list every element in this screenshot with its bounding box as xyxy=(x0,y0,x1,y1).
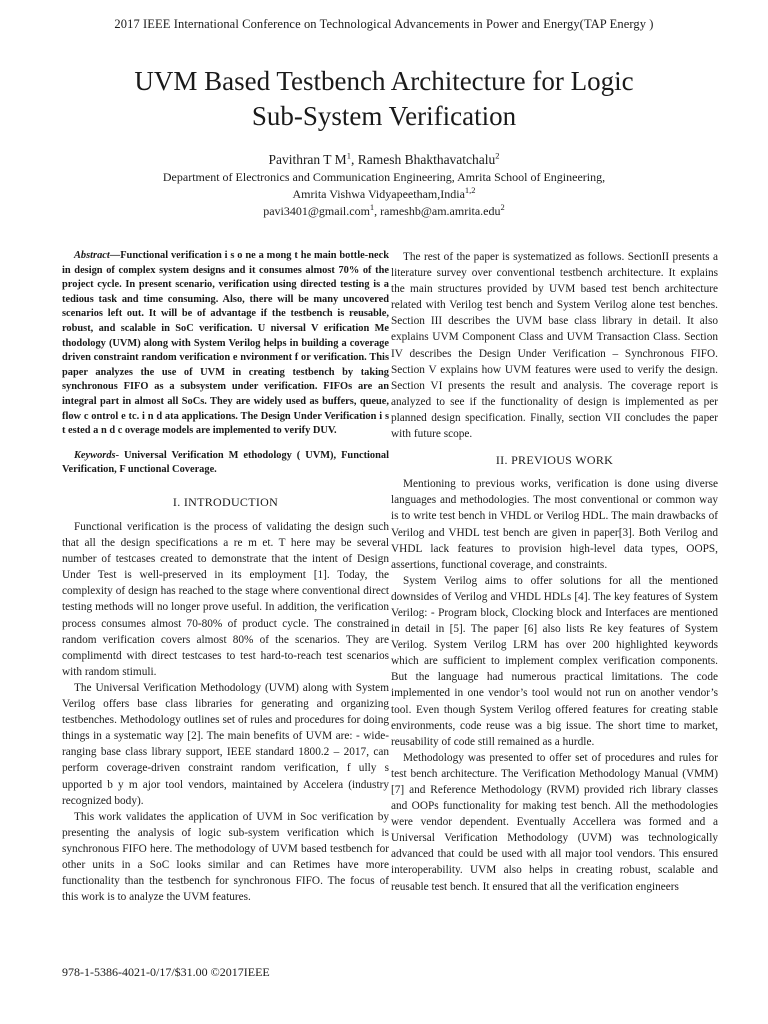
univ-sup: 1,2 xyxy=(464,185,476,195)
affiliation-univ xyxy=(0,186,768,203)
author-names: Pavithran T $M^1$, Ramesh Bhakthavatchalu$^2$ xyxy=(268,150,500,167)
intro-paragraph-3: This work validates the application of UVM in Soc verification by presenting the analysis of logic sub-system verification which is synchronous FIFO here. The methodology of UVM based testbench for other units in a SoC looks similar and can Retimes have more functionality than the testbench for synchronous FIFO. The focus of this work is to analyze the UVM features. xyxy=(62,810,389,904)
title-line-1: UVM Based Testbench Architecture for Logic xyxy=(134,66,634,96)
conference-header: 2017 IEEE International Conference on Technological Advancements in Power and Energy(TAP Energy ) xyxy=(114,17,654,31)
right-column xyxy=(391,249,718,895)
previous-work-paragraph-1: Mentioning to previous works, verification is done using diverse languages and methodologies. The most conventional or common way is to write test bench in VHDL or Verilog HDL. The main drawbacks of Verilog and VHDL test bench are given in paper[3]. Both Verilog and VHDL lack features to provision high-level data types, OOPS, assertions, functional coverage, and constraints. xyxy=(391,478,718,571)
email-1-sup: 1 xyxy=(369,202,375,212)
abstract xyxy=(62,249,389,439)
author-emails: pavi3401@gmail.com$^1$, rameshb@am.amrita.edu$^2$ xyxy=(263,202,505,218)
email-2[interactable]: rameshb@am.amrita.edu xyxy=(380,204,501,218)
previous-work-paragraph-2: System Verilog aims to offer solutions for all the mentioned downsides of Verilog and VHDL HDLs [4]. The key features of System Verilog: - Program block, Clocking block and Interfaces are mentioned in detail in [5]. The paper [6] also lists Re key features of System Verilog. System Verilog LRM has over 200 highlighted keywords which are sufficient to implement complex verification components. But the language had numerous practical limitations. The code implemented in one vendor’s tool would not run on another vendor’s tool. Even though System Verilog offered features for creating stable environments, code reuse was a big issue. The short time to market, reusability of code still remained as a hurdle. xyxy=(391,574,718,748)
author-2-sup: 2 xyxy=(495,150,500,161)
keywords xyxy=(62,449,389,478)
email-2-sup: 2 xyxy=(500,202,505,212)
email-1[interactable]: pavi3401@gmail.com xyxy=(263,204,370,218)
author-1-sup: 1 xyxy=(346,150,351,161)
univ-name: Amrita Vishwa Vidyapeetham,India xyxy=(292,187,465,201)
section-heading-previous-work: II. PREVIOUS WORK xyxy=(495,453,614,468)
keywords-label: Keywords- xyxy=(74,449,120,461)
author-block xyxy=(0,150,768,220)
abstract-label: Abstract xyxy=(74,250,110,261)
section-heading-introduction: I. INTRODUCTION xyxy=(172,494,279,509)
author-1: Pavithran T M xyxy=(268,152,347,167)
paper-title xyxy=(40,64,728,134)
intro-paragraph-2: The Universal Verification Methodology (UVM) along with System Verilog offers base class libraries for generating and organizing testbenches. Methodology outlines set of rules and procedures for doing things in a systematic way [2]. The main benefits of UVM are: - wide-ranging base class library support, IEEE standard 1800.2 – 2017, can perform coverage-driven constraint random verification, f ully s upported b y m ajor tool vendors, maintained by Accelera (industry recognized body). xyxy=(62,681,389,807)
affiliation-dept: Department of Electronics and Communication Engineering, Amrita School of Engineering, xyxy=(162,170,606,184)
keywords-text: Universal Verification M ethodology ( UVM), Functional Verification, F unctional Coverage. xyxy=(62,449,389,476)
paper-organization-paragraph: The rest of the paper is systematized as follows. SectionII presents a literature survey over conventional testbench architecture. It explains the main structures provided by UVM based test bench architecture related with Verilog test bench and System Verilog alone test benches. Section III describes the UVM base class library in detail. It also explains UVM Component Class and UVM Transaction Class. Section IV describes the Design Under Verification – Synchronous FIFO. Section V explains how UVM features were used to verify the design. Section VI presents the result and analysis. The coverage report is analyzed to see if the functionality of design is implemented as per planned design specification. Finally, section VII concludes the paper with future scope. xyxy=(391,251,718,441)
copyright-footer: 978-1-5386-4021-0/17/$31.00 ©2017IEEE xyxy=(62,965,270,979)
previous-work-paragraph-3: Methodology was presented to offer set of procedures and rules for test bench architecture. The Verification Methodology Manual (VMM) [7] and Reference Methodology (RVM) provided rich library classes and OOPs functionality for making test bench. All the methodologies were vendor dependent. Eventually Accellera was formed and a Universal Verification Methodology (UVM) was technologically advanced that could be used with all major tool vendors. This ensured interoperability. UVM also helps in creating robust, scalable and reusable test bench. It ensured that all the verification engineers xyxy=(391,751,718,893)
left-column xyxy=(62,249,389,905)
title-line-2: Sub-System Verification xyxy=(251,101,517,131)
author-2: Ramesh Bhakthavatchalu xyxy=(357,152,496,167)
abstract-text: —Functional verification i s o ne a mong t he main bottle-neck in design of complex system designs and it consumes almost 70% of the project cycle. In present scenario, verification using directed testing is a tedious task and time consuming. Also, there will be many uncovered scenarios left out. It will be of advantage if the testbench is reusable, robust, and scalable in SoC verification. U niversal V erification Me thodology (UVM) along with System Verilog helps in building a coverage driven constraint random verification e nvironment f or verification. This paper analyzes the use of UVM in creating testbench by taking synchronous FIFO as a subsystem under verification. FIFOs are an integral part in almost all SoCs. They are widely used as buffers, queue, flow c ontrol e tc. i n d ata applications. The Design Under Verification i s t ested a n d c overage models are implemented to verify DUV. xyxy=(62,250,389,437)
intro-paragraph-1: Functional verification is the process of validating the design such that all the design specifications a re m et. T here may be several number of testcases created to demonstrate that the intent of Design Under Test is well-preserved in its employment [1]. Today, the complexity of design has reached to the stage where conventional direct testing methods will no longer prove useful. In addition, the verification process consumes almost 70-80% of product cycle. The constrained random verification covers almost 80% of the scenarios. They are complimentd with direct testcases to test hard-to-reach test scenarios with random stimuli. xyxy=(62,521,389,678)
